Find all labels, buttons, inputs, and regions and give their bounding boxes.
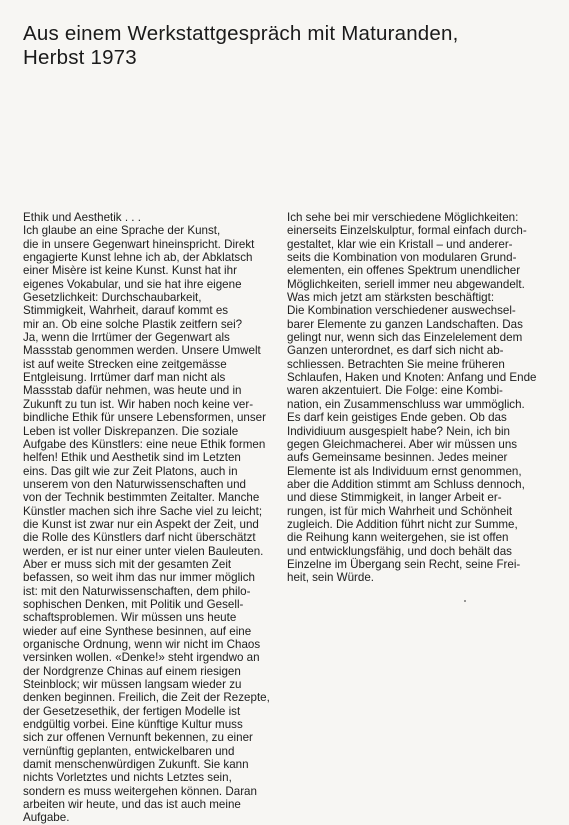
text-line: unserem von den Naturwissenschaften und	[23, 477, 246, 491]
text-line: sondern es muss weitergehen können. Daran	[23, 784, 257, 798]
text-line: Schlaufen, Haken und Knoten: Anfang und Ende	[287, 371, 537, 385]
text-line: sophischen Denken, mit Politik und Gesell-	[23, 597, 244, 611]
text-line: Leben ist voller Diskrepanzen. Die soziale	[23, 424, 239, 438]
text-line: versinken wollen. «Denke!» steht irgendwo an	[23, 651, 260, 665]
text-line: Individiuum ausgespielt habe? Nein, ich bin	[287, 424, 510, 438]
text-line: eigenes Vokabular, und sie hat ihre eigene	[23, 277, 242, 291]
text-line: mir an. Ob eine solche Plastik zeitfern sei?	[23, 317, 243, 331]
text-line: seits die Kombination von modularen Grund-	[287, 251, 517, 265]
text-line: bindliche Ethik für unsere Lebensformen, unser	[23, 411, 266, 425]
text-line: gelingt nur, wenn sich das Einzelelement dem	[287, 331, 523, 345]
text-line: Aufgabe des Künstlers: eine neue Ethik formen	[23, 437, 266, 451]
text-line: wieder auf eine Synthese besinnen, auf eine	[23, 624, 252, 638]
text-line: heit, sein Würde.	[287, 571, 374, 585]
text-line: zugleich. Die Addition führt nicht zur Summe,	[287, 517, 518, 531]
text-line: schliessen. Betrachten Sie meine früheren	[287, 357, 505, 371]
text-line: sich zur offenen Vernunft bekennen, zu einer	[23, 731, 253, 745]
text-line: und entwicklungsfähig, und doch behält das	[287, 544, 512, 558]
text-line: Was mich jetzt am stärksten beschäftigt:	[287, 291, 495, 305]
text-line: damit menschenwürdigen Zukunft. Sie kann	[23, 758, 249, 772]
text-line: Ethik und Aesthetik . . .	[23, 211, 141, 224]
text-line: Künstler machen sich ihre Sache viel zu leicht;	[23, 504, 263, 518]
text-line: Ja, wenn die Irrtümer der Gegenwart als	[23, 331, 230, 345]
text-line: Möglichkeiten, seriell immer neu abgewandelt.	[287, 277, 525, 291]
paper-speck	[464, 600, 466, 602]
text-line: Ganzen unterordnet, es darf sich nicht ab-	[287, 344, 504, 358]
text-line: Es darf kein geistiges Ende geben. Ob das	[287, 411, 507, 425]
text-line: die Reihung kann weitergehen, sie ist offen	[287, 531, 509, 545]
left-text-column	[23, 211, 285, 825]
text-line: einerseits Einzelskulptur, formal einfach durch-	[287, 224, 527, 238]
text-line: barer Elemente zu ganzen Landschaften. Das	[287, 317, 523, 331]
text-line: werden, er ist nur einer unter vielen Bauleuten.	[23, 544, 264, 558]
text-line: der Nordgrenze Chinas auf einem riesigen	[23, 664, 241, 678]
text-line: von der Technik bestimmten Zeitalter. Manche	[23, 491, 260, 505]
text-line: die in unsere Gegenwart hineinspricht. Direkt	[23, 237, 255, 251]
text-line: aber die Addition stimmt am Schluss dennoch,	[287, 477, 525, 491]
text-line: denken beginnen. Freilich, die Zeit der Rezepte,	[23, 691, 270, 705]
text-line: rungen, ist für mich Wahrheit und Schönheit	[287, 504, 513, 518]
text-line: Die Kombination verschiedener auswechsel-	[287, 304, 516, 318]
text-line: engagierte Kunst lehne ich ab, der Abklatsch	[23, 251, 253, 265]
text-line: ist auf weite Strecken eine zeitgemässe	[23, 357, 227, 371]
text-line: die Kunst ist zwar nur ein Aspekt der Zeit, und	[23, 517, 259, 531]
text-line: waren akzentuiert. Die Folge: eine Kombi-	[287, 384, 503, 398]
text-line: schaftsproblemen. Wir müssen uns heute	[23, 611, 237, 625]
text-line: organische Ordnung, wenn wir nicht im Chaos	[23, 638, 261, 651]
text-line: Massstab dafür nehmen, was heute und in	[23, 384, 242, 398]
text-line: Einzelne im Übergang sein Recht, seine Frei-	[287, 557, 521, 571]
text-line: Aufgabe.	[23, 811, 70, 825]
text-line: vernünftig geplanten, entwickelbaren und	[23, 744, 235, 758]
text-line: Zukunft zu tun ist. Wir haben noch keine ver-	[23, 397, 254, 411]
text-line: Aber er muss sich mit der gesamten Zeit	[23, 557, 232, 571]
text-line: arbeiten wir heute, und das ist auch meine	[23, 798, 241, 812]
text-line: Stimmigkeit, Wahrheit, darauf kommt es	[23, 304, 229, 318]
text-line: elementen, ein offenes Spektrum unendlicher	[287, 264, 521, 278]
text-line: nation, ein Zusammenschluss war ummöglich.	[287, 397, 525, 411]
text-line: gestaltet, klar wie ein Kristall – und anderer-	[287, 237, 513, 251]
title-line-1: Aus einem Werkstattgespräch mit Maturanden,	[23, 22, 459, 45]
text-line: einer Misère ist keine Kunst. Kunst hat ihr	[23, 264, 237, 278]
text-line: nichts Vorletztes und nichts Letztes sein,	[23, 771, 232, 785]
page-title	[23, 22, 543, 70]
text-line: Elemente ist als Individuum ernst genommen,	[287, 464, 522, 478]
text-line: die Rolle des Künstlers darf nicht überschätzt	[23, 531, 256, 545]
text-line: Steinblock; wir müssen langsam wieder zu	[23, 678, 242, 692]
text-line: Ich sehe bei mir verschiedene Möglichkeiten:	[287, 211, 519, 224]
right-text-column	[287, 211, 549, 585]
text-line: eins. Das gilt wie zur Zeit Platons, auch in	[23, 464, 238, 478]
text-line: endgültig vorbei. Eine künftige Kultur muss	[23, 718, 243, 732]
text-line: Massstab genommen werden. Unsere Umwelt	[23, 344, 261, 358]
text-line: Gesetzlichkeit: Durchschaubarkeit,	[23, 291, 202, 305]
text-line: aufs Gemeinsame besinnen. Jedes meiner	[287, 451, 508, 465]
text-line: der Gesetzesethik, der fertigen Modelle ist	[23, 704, 241, 718]
text-line: Ich glaube an eine Sprache der Kunst,	[23, 224, 221, 238]
text-line: helfen! Ethik und Aesthetik sind im Letzten	[23, 451, 241, 465]
text-line: und diese Stimmigkeit, in langer Arbeit er-	[287, 491, 502, 505]
text-line: befassen, so weit ihm das nur immer möglich	[23, 571, 255, 585]
text-line: gegen Gleichmacherei. Aber wir müssen uns	[287, 437, 518, 451]
title-line-2: Herbst 1973	[23, 46, 137, 69]
text-line: Entgleisung. Irrtümer darf man nicht als	[23, 371, 226, 385]
text-line: ist: mit den Naturwissenschaften, dem philo-	[23, 584, 251, 598]
